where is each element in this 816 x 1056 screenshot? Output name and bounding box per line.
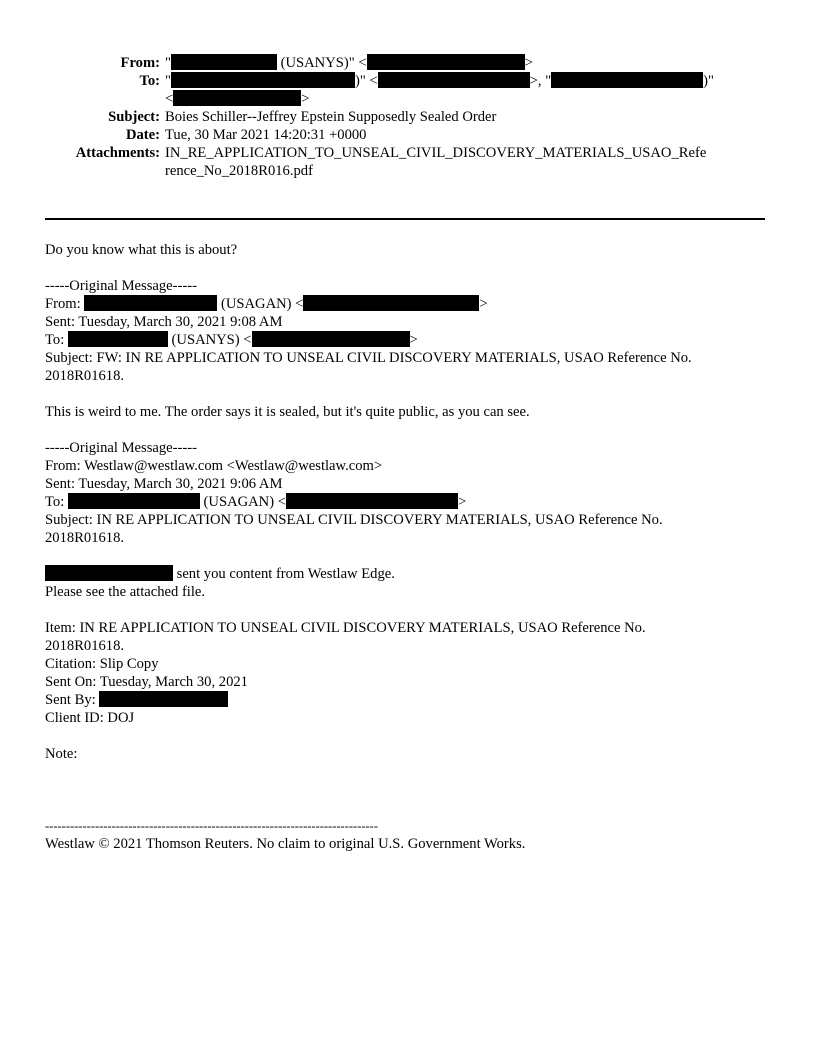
header-divider (45, 218, 765, 220)
redaction-box (171, 72, 355, 88)
attachment-filename-2[interactable]: rence_No_2018R016.pdf (165, 163, 313, 179)
to-close: )" (703, 73, 714, 89)
orig1-subject: Subject: FW: IN RE APPLICATION TO UNSEAL CIVIL DISCOVERY MATERIALS, USAO Reference No. (45, 350, 692, 366)
redaction-box (99, 691, 228, 707)
to-value (160, 72, 765, 90)
to-open: < (165, 91, 174, 107)
to-sep: >, " (529, 73, 552, 89)
from-quote: " (165, 55, 171, 71)
to-value-2 (160, 90, 765, 108)
from-close: > (524, 55, 533, 71)
orig1-from: From: (USAGAN) < > (45, 296, 488, 312)
client-id-line: Client ID: DOJ (45, 710, 135, 726)
orig1-to: To: (USANYS) < > (45, 332, 418, 348)
redaction-box (367, 54, 525, 70)
subject-row (0, 108, 816, 126)
from-label: From: (120, 55, 160, 71)
orig1-message: This is weird to me. The order says it is sealed, but it's quite public, as you can see. (45, 404, 530, 420)
to-close: > (301, 91, 310, 107)
orig1-sent: Sent: Tuesday, March 30, 2021 9:08 AM (45, 314, 283, 330)
date-value: Tue, 30 Mar 2021 14:20:31 +0000 (165, 127, 367, 143)
redaction-box (45, 565, 173, 581)
footer-rule: -------------------------------------------------------------------------------- (45, 819, 379, 833)
note-line: Note: (45, 746, 78, 762)
redaction-box (551, 72, 703, 88)
redaction-box (303, 295, 479, 311)
email-header (0, 54, 816, 180)
to-row (0, 72, 816, 90)
to-row-continued (0, 90, 816, 108)
to-label: To: (139, 73, 160, 89)
footer-copyright: Westlaw © 2021 Thomson Reuters. No claim to original U.S. Government Works. (45, 836, 526, 852)
orig2-subject-cont: 2018R01618. (45, 530, 125, 546)
redaction-box (252, 331, 410, 347)
date-label: Date: (125, 127, 160, 143)
orig2-subject: Subject: IN RE APPLICATION TO UNSEAL CIVIL DISCOVERY MATERIALS, USAO Reference No. (45, 512, 663, 528)
to-quote: " (165, 73, 171, 89)
to-sep: )" < (354, 73, 378, 89)
redaction-box (68, 493, 200, 509)
item-line: Item: IN RE APPLICATION TO UNSEAL CIVIL DISCOVERY MATERIALS, USAO Reference No. (45, 620, 646, 636)
original-message-separator: -----Original Message----- (45, 440, 197, 456)
redaction-box (378, 72, 530, 88)
redaction-box (286, 493, 458, 509)
attachment-filename-1[interactable]: IN_RE_APPLICATION_TO_UNSEAL_CIVIL_DISCOVERY_MATERIALS_USAO_Refe (165, 145, 707, 161)
date-row (0, 126, 816, 144)
attachments-label: Attachments: (75, 145, 160, 161)
citation-line: Citation: Slip Copy (45, 656, 159, 672)
see-attached-line: Please see the attached file. (45, 584, 206, 600)
from-row (0, 54, 816, 72)
from-value (160, 54, 765, 72)
redaction-box (173, 90, 301, 106)
subject-value: Boies Schiller--Jeffrey Epstein Supposedly Sealed Order (165, 109, 497, 125)
orig1-subject-cont: 2018R01618. (45, 368, 125, 384)
subject-label: Subject: (108, 109, 160, 125)
redaction-box (84, 295, 217, 311)
sent-content-line: sent you content from Westlaw Edge. (45, 565, 775, 583)
from-org: (USANYS)" < (276, 55, 367, 71)
attachments-value (160, 144, 765, 180)
orig2-from: From: Westlaw@westlaw.com <Westlaw@westlaw.com> (45, 458, 383, 474)
email-body (45, 241, 775, 853)
item-line-cont: 2018R01618. (45, 638, 125, 654)
orig2-to: To: (USAGAN) < > (45, 494, 467, 510)
orig2-sent: Sent: Tuesday, March 30, 2021 9:06 AM (45, 476, 283, 492)
redaction-box (68, 331, 168, 347)
sent-by-line: Sent By: (45, 691, 775, 709)
original-message-separator: -----Original Message----- (45, 278, 197, 294)
attachments-row (0, 144, 816, 180)
redaction-box (171, 54, 277, 70)
sent-on-line: Sent On: Tuesday, March 30, 2021 (45, 674, 248, 690)
intro-text: Do you know what this is about? (45, 242, 238, 258)
